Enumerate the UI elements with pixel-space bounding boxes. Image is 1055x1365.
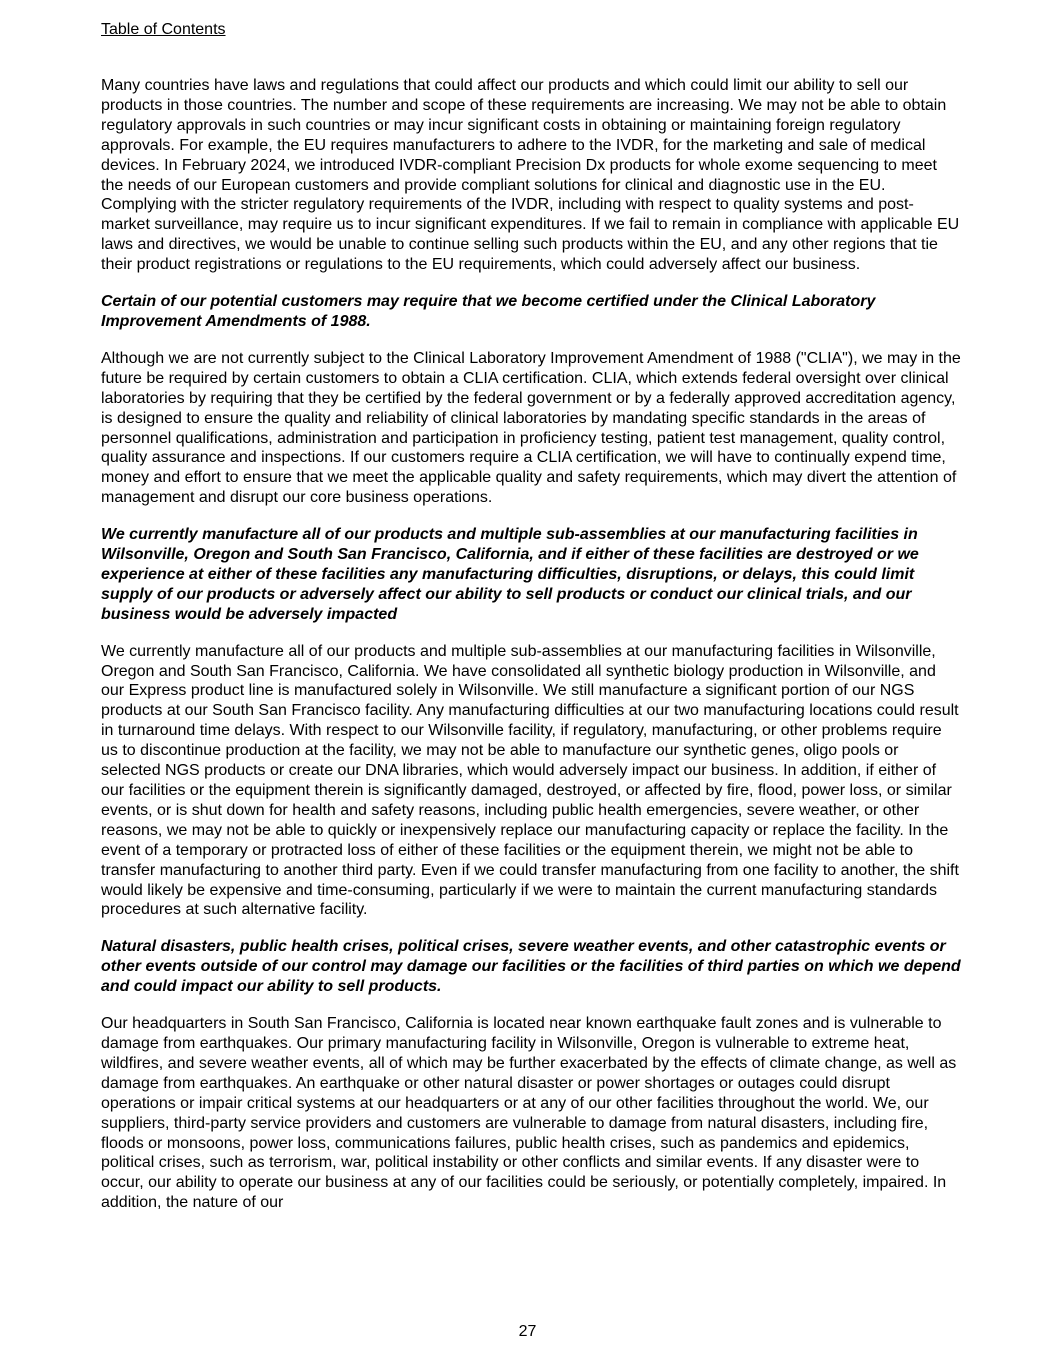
paragraph-foreign-regulations: Many countries have laws and regulations that could affect our products and which could limit our ability to sell our products in those countries. The number and scope of these requirements are increasing. We may not be able to obtain regulatory approvals in such countries or may incur significant costs in obtaining or maintaining foreign regulatory approvals. For example, the EU requires manufacturers to adhere to the IVDR, for the marketing and sale of medical devices. In February 2024, we introduced IVDR-compliant Precision Dx products for whole exome sequencing to meet the needs of our European customers and provide compliant solutions for clinical and diagnostic use in the EU. Complying with the stricter regulatory requirements of the IVDR, including with respect to quality systems and post-market surveillance, may require us to incur significant expenditures. If we fail to remain in compliance with applicable EU laws and directives, we would be unable to continue selling such products within the EU, and any other regions that tie their product registrations or regulations to the EU requirements, which could adversely affect our business. bbox=[101, 77, 960, 274]
risk-heading-manufacturing: We currently manufacture all of our products and multiple sub-assemblies at our manufacturing facilities in Wilsonville, Oregon and South San Francisco, California, and if either of these facilities are destroyed or we experience at either of these facilities any manufacturing difficulties, disruptions, or delays, this could limit supply of our products or adversely affect our ability to sell products or conduct our clinical trials, and our business would be adversely impacted bbox=[101, 526, 919, 623]
page-number: 27 bbox=[518, 1323, 537, 1340]
risk-heading-natural-disasters: Natural disasters, public health crises, political crises, severe weather events, and other catastrophic events or other events outside of our control may damage our facilities or the facilities of third parties on which we depend and could impact our ability to sell products. bbox=[101, 938, 961, 996]
risk-heading-clia: Certain of our potential customers may require that we become certified under the Clinical Laboratory Improvement Amendments of 1988. bbox=[101, 293, 876, 330]
document-page bbox=[101, 20, 961, 1230]
paragraph-clia: Although we are not currently subject to the Clinical Laboratory Improvement Amendment of 1988 ("CLIA"), we may in the future be required by certain customers to obtain a CLIA certification. CLIA, which extends federal oversight over clinical laboratories by requiring that they be certified by the federal government or by a federally approved accreditation agency, is designed to ensure the quality and reliability of clinical laboratories by mandating specific standards in the areas of personnel qualifications, administration and participation in proficiency testing, patient test management, quality control, quality assurance and inspections. If our customers require a CLIA certification, we will have to continually expend time, money and effort to ensure that we meet the applicable quality and safety requirements, which may divert the attention of management and disrupt our core business operations. bbox=[101, 349, 961, 507]
table-of-contents-link[interactable]: Table of Contents bbox=[101, 21, 226, 38]
paragraph-natural-disasters: Our headquarters in South San Francisco, California is located near known earthquake fault zones and is vulnerable to damage from earthquakes. Our primary manufacturing facility in Wilsonville, Oregon is vulnerable to extreme heat, wildfires, and severe weather events, all of which may be further exacerbated by the effects of climate change, as well as damage from earthquakes. An earthquake or other natural disaster or power shortages or outages could disrupt operations or impair critical systems at our headquarters or at any of our other facilities throughout the world. We, our suppliers, third-party service providers and customers are vulnerable to damage from natural disasters, including fire, floods or monsoons, power loss, communications failures, public health crises, such as pandemics and epidemics, political crises, such as terrorism, war, political instability or other conflicts and similar events. If any disaster were to occur, our ability to operate our business at any of our facilities could be seriously, or potentially completely, impaired. In addition, the nature of our bbox=[101, 1015, 957, 1212]
paragraph-manufacturing: We currently manufacture all of our products and multiple sub-assemblies at our manufacturing facilities in Wilsonville, Oregon and South San Francisco, California. We have consolidated all synthetic biology production in Wilsonville, and our Express product line is manufactured solely in Wilsonville. We still manufacture a significant portion of our NGS products at our South San Francisco facility. Any manufacturing difficulties at our two manufacturing locations could result in turnaround time delays. With respect to our Wilsonville facility, if regulatory, manufacturing, or other problems require us to discontinue production at the facility, we may not be able to manufacture our synthetic genes, oligo pools or selected NGS products or create our DNA libraries, which would adversely impact our business. In addition, if either of our facilities or the equipment therein is significantly damaged, destroyed, or affected by fire, flood, power loss, or similar events, or is shut down for health and safety reasons, including public health emergencies, severe weather, or other reasons, we may not be able to quickly or inexpensively replace our manufacturing capacity or replace the facility. In the event of a temporary or protracted loss of either of these facilities or the equipment therein, we might not be able to transfer manufacturing to another third party. Even if we could transfer manufacturing from one facility to another, the shift would likely be expensive and time-consuming, particularly if we were to maintain the current manufacturing standards procedures at such alternative facility. bbox=[101, 642, 959, 919]
document-body bbox=[101, 76, 961, 1213]
